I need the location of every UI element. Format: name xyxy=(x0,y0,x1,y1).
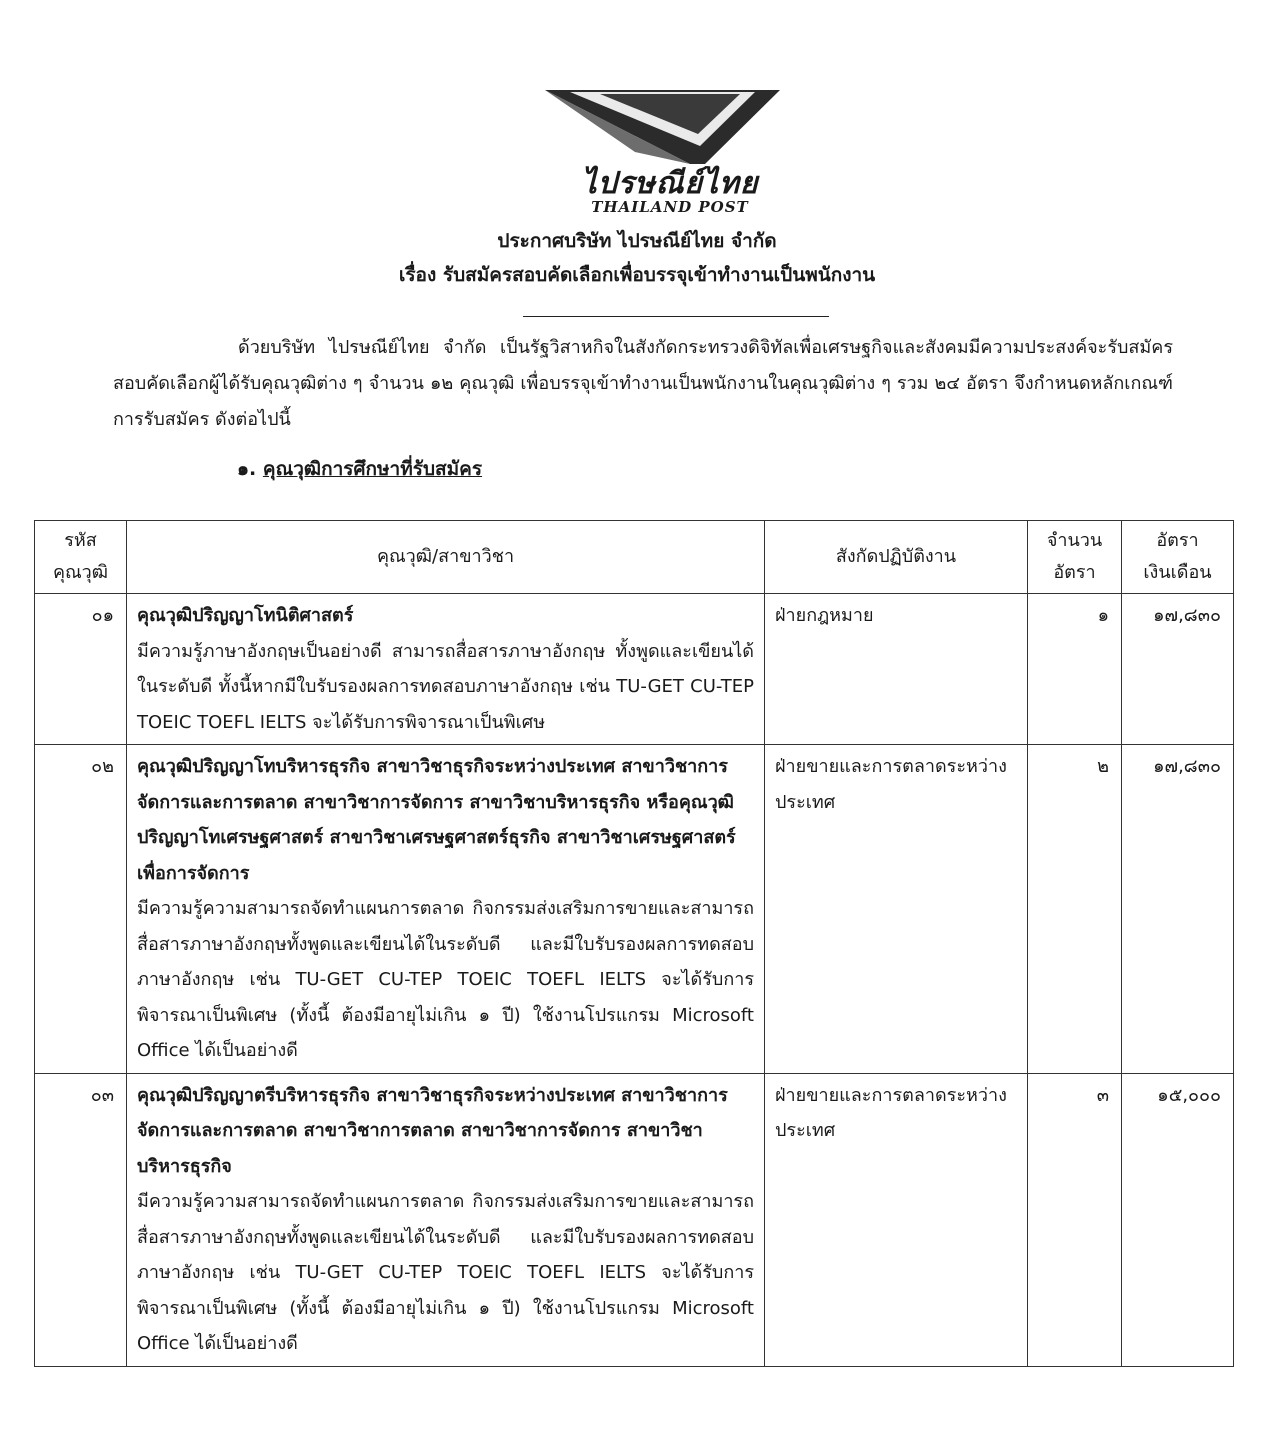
department: ฝ่ายกฎหมาย xyxy=(765,594,1028,745)
table-row xyxy=(35,594,1234,745)
qualification-requirements: มีความรู้ความสามารถจัดทำแผนการตลาด กิจกรรมส่งเสริมการขายและสามารถสื่อสารภาษาอังกฤษทั้งพูดและเขียนได้ในระดับดี และมีใบรับรองผลการทดสอบภาษาอังกฤษ เช่น TU-GET CU-TEP TOEIC TOEFL IELTS จะได้รับการพิจารณาเป็นพิเศษ (ทั้งนี้ ต้องมีอายุไม่เกิน ๑ ปี) ใช้งานโปรแกรม Microsoft Office ได้เป็นอย่างดี xyxy=(137,898,754,1061)
title-divider xyxy=(523,316,829,317)
qualification-requirements: มีความรู้ภาษาอังกฤษเป็นอย่างดี สามารถสื่อสารภาษาอังกฤษ ทั้งพูดและเขียนได้ในระดับดี ทั้งนี้หากมีใบรับรองผลการทดสอบภาษาอังกฤษ เช่น TU-GET CU-TEP TOEIC TOEFL IELTS จะได้รับการพิจารณาเป็นพิเศษ xyxy=(137,640,754,733)
brand-english: THAILAND POST xyxy=(591,198,749,216)
department: ฝ่ายขายและการตลาดระหว่างประเทศ xyxy=(765,1073,1028,1366)
section-number: ๑. xyxy=(237,458,257,480)
qualification-code: ๐๑ xyxy=(35,594,127,745)
salary: ๑๕,๐๐๐ xyxy=(1122,1073,1234,1366)
qualification-title: คุณวุฒิปริญญาโทบริหารธุรกิจ สาขาวิชาธุรกิจระหว่างประเทศ สาขาวิชาการจัดการและการตลาด สาขาวิชาการจัดการ สาขาวิชาบริหารธุรกิจ หรือคุณวุฒิปริญญาโทเศรษฐศาสตร์ สาขาวิชาเศรษฐศาสตร์ธุรกิจ สาขาวิชาเศรษฐศาสตร์เพื่อการจัดการ xyxy=(137,756,736,884)
header-code xyxy=(35,521,127,594)
qualification-title: คุณวุฒิปริญญาโทนิติศาสตร์ xyxy=(137,605,354,626)
logo xyxy=(540,82,790,222)
intro-text: ด้วยบริษัท ไปรษณีย์ไทย จำกัด เป็นรัฐวิสาหกิจในสังกัดกระทรวงดิจิทัลเพื่อเศรษฐกิจและสังคมมีความประสงค์จะรับสมัครสอบคัดเลือกผู้ได้รับคุณวุฒิต่าง ๆ จำนวน ๑๒ คุณวุฒิ เพื่อบรรจุเข้าทำงานเป็นพนักงานในคุณวุฒิต่าง ๆ รวม ๒๔ อัตรา จึงกำหนดหลักเกณฑ์การรับสมัคร ดังต่อไปนี้ xyxy=(113,337,1173,430)
position-count: ๓ xyxy=(1028,1073,1122,1366)
intro-paragraph xyxy=(113,330,1173,438)
header-salary-line2: เงินเดือน xyxy=(1143,562,1212,583)
qualification-requirements: มีความรู้ความสามารถจัดทำแผนการตลาด กิจกรรมส่งเสริมการขายและสามารถสื่อสารภาษาอังกฤษทั้งพูดและเขียนได้ในระดับดี และมีใบรับรองผลการทดสอบภาษาอังกฤษ เช่น TU-GET CU-TEP TOEIC TOEFL IELTS จะได้รับการพิจารณาเป็นพิเศษ (ทั้งนี้ ต้องมีอายุไม่เกิน ๑ ปี) ใช้งานโปรแกรม Microsoft Office ได้เป็นอย่างดี xyxy=(137,1191,754,1354)
salary: ๑๗,๘๓๐ xyxy=(1122,594,1234,745)
qualification-cell xyxy=(127,1073,765,1366)
thailand-post-wing-logo-icon xyxy=(540,82,790,172)
qualification-cell xyxy=(127,594,765,745)
brand-thai: ไปรษณีย์ไทย xyxy=(581,166,759,201)
qualification-title: คุณวุฒิปริญญาตรีบริหารธุรกิจ สาขาวิชาธุรกิจระหว่างประเทศ สาขาวิชาการจัดการและการตลาด สาขาวิชาการตลาด สาขาวิชาการจัดการ สาขาวิชาบริหารธุรกิจ xyxy=(137,1084,728,1177)
table-header-row xyxy=(35,521,1234,594)
qualification-table xyxy=(34,520,1234,1367)
position-count: ๑ xyxy=(1028,594,1122,745)
qualification-cell xyxy=(127,745,765,1074)
header-count-line2: อัตรา xyxy=(1053,562,1096,583)
header-code-line2: คุณวุฒิ xyxy=(52,562,109,583)
header-count-line1: จำนวน xyxy=(1046,530,1103,551)
announcement-title: ประกาศบริษัท ไปรษณีย์ไทย จำกัด xyxy=(497,230,777,252)
department: ฝ่ายขายและการตลาดระหว่างประเทศ xyxy=(765,745,1028,1074)
qualification-code: ๐๒ xyxy=(35,745,127,1074)
position-count: ๒ xyxy=(1028,745,1122,1074)
header-department: สังกัดปฏิบัติงาน xyxy=(765,521,1028,594)
salary: ๑๗,๘๓๐ xyxy=(1122,745,1234,1074)
header-code-line1: รหัส xyxy=(64,530,97,551)
table-row xyxy=(35,1073,1234,1366)
announcement-subject: เรื่อง รับสมัครสอบคัดเลือกเพื่อบรรจุเข้าทำงานเป็นพนักงาน xyxy=(398,264,876,286)
section-heading xyxy=(237,456,482,482)
qualification-code: ๐๓ xyxy=(35,1073,127,1366)
header-qualification: คุณวุฒิ/สาขาวิชา xyxy=(127,521,765,594)
header-salary xyxy=(1122,521,1234,594)
section-title: คุณวุฒิการศึกษาที่รับสมัคร xyxy=(262,458,483,480)
header-salary-line1: อัตรา xyxy=(1156,530,1199,551)
header-count xyxy=(1028,521,1122,594)
table-row xyxy=(35,745,1234,1074)
